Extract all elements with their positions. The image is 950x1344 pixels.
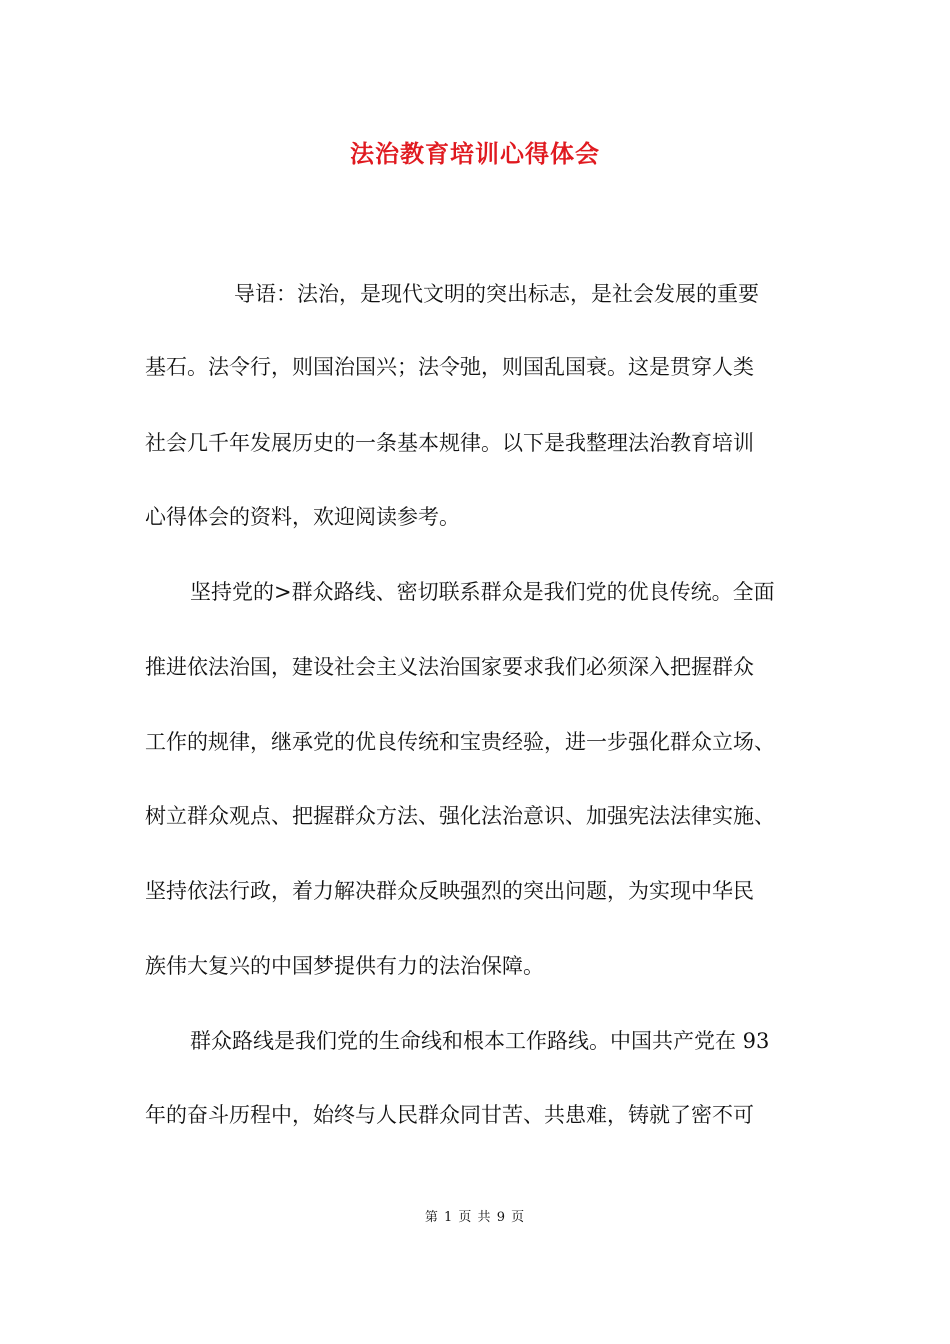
document-title: 法治教育培训心得体会 bbox=[350, 139, 600, 168]
paragraph-line-3-2: 年的奋斗历程中，始终与人民群众同甘苦、共患难，铸就了密不可 bbox=[145, 1103, 754, 1127]
paragraph-line-intro-3: 社会几千年发展历史的一条基本规律。以下是我整理法治教育培训 bbox=[145, 431, 754, 455]
paragraph-line-2-1: 坚持党的>群众路线、密切联系群众是我们党的优良传统。全面 bbox=[190, 580, 775, 604]
paragraph-line-2-3: 工作的规律，继承党的优良传统和宝贵经验，进一步强化群众立场、 bbox=[145, 730, 775, 754]
paragraph-line-2-2: 推进依法治国，建设社会主义法治国家要求我们必须深入把握群众 bbox=[145, 655, 754, 679]
paragraph-line-3-1: 群众路线是我们党的生命线和根本工作路线。中国共产党在 93 bbox=[190, 1029, 770, 1053]
paragraph-line-2-6: 族伟大复兴的中国梦提供有力的法治保障。 bbox=[145, 954, 544, 978]
paragraph-line-2-4: 树立群众观点、把握群众方法、强化法治意识、加强宪法法律实施、 bbox=[145, 804, 775, 828]
paragraph-line-2-5: 坚持依法行政，着力解决群众反映强烈的突出问题，为实现中华民 bbox=[145, 879, 754, 903]
paragraph-line-intro-4: 心得体会的资料，欢迎阅读参考。 bbox=[145, 505, 460, 529]
page-number-footer: 第 1 页 共 9 页 bbox=[424, 1210, 526, 1225]
paragraph-line-intro-1: 导语：法治，是现代文明的突出标志，是社会发展的重要 bbox=[234, 282, 759, 306]
paragraph-line-intro-2: 基石。法令行，则国治国兴；法令弛，则国乱国衰。这是贯穿人类 bbox=[145, 355, 754, 379]
